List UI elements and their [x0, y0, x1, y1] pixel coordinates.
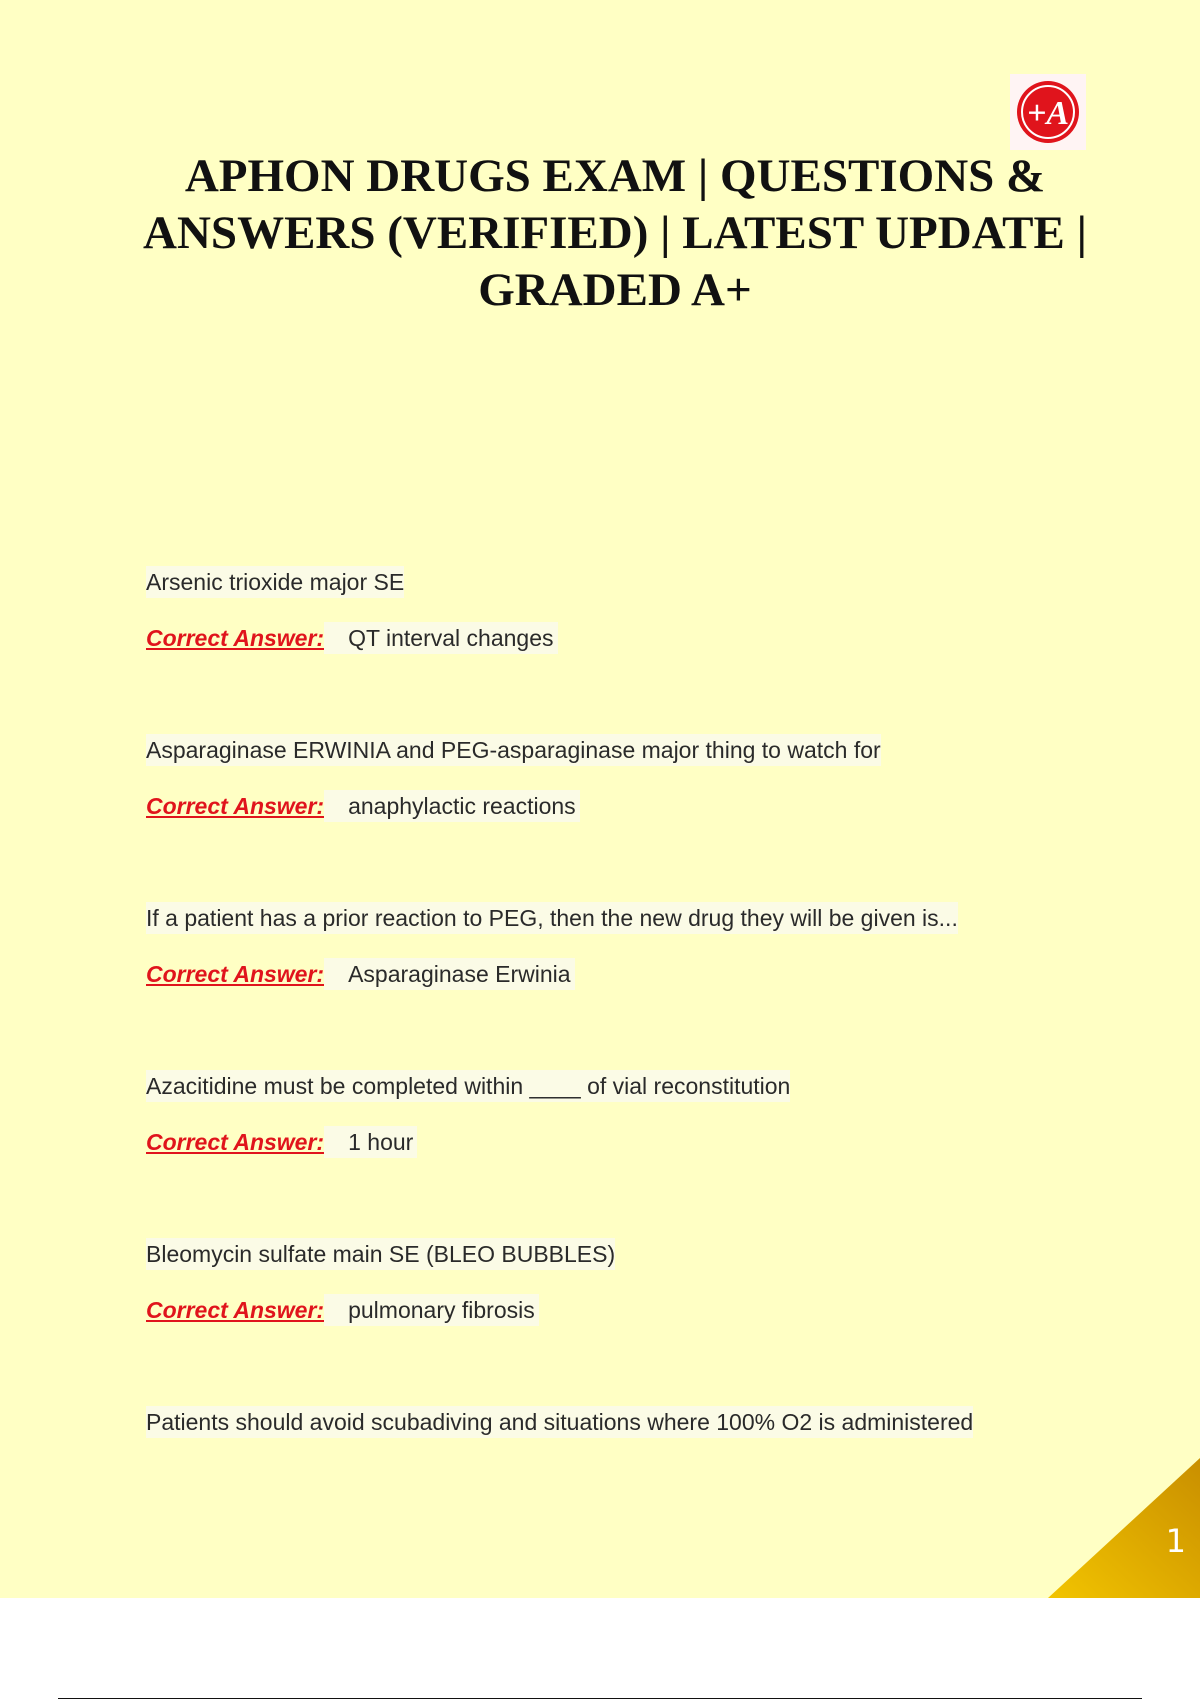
answer-label: Correct Answer:: [146, 793, 325, 819]
qa-item: [146, 1238, 1066, 1406]
qa-item: [146, 1406, 1066, 1574]
answer-label: Correct Answer:: [146, 1297, 325, 1323]
answer-text: Asparaginase Erwinia: [324, 958, 574, 990]
qa-item: [146, 566, 1066, 734]
footer-divider: [58, 1698, 1142, 1699]
qa-list: [146, 566, 1066, 1574]
answer-row: [146, 1126, 1066, 1158]
answer-text: QT interval changes: [324, 622, 557, 654]
answer-text: 1 hour: [324, 1126, 417, 1158]
answer-text: pulmonary fibrosis: [324, 1294, 539, 1326]
answer-row: [146, 958, 1066, 990]
qa-item: [146, 1070, 1066, 1238]
answer-label: Correct Answer:: [146, 961, 325, 987]
qa-item: [146, 734, 1066, 902]
page-number: 1: [1165, 1522, 1186, 1560]
answer-label: Correct Answer:: [146, 1129, 325, 1155]
document-title: APHON DRUGS EXAM | QUESTIONS & ANSWERS (VERIFIED) | LATEST UPDATE | GRADED A+: [143, 150, 1087, 316]
question-text: Patients should avoid scubadiving and situations where 100% O2 is administered: [146, 1406, 973, 1438]
question-text: Asparaginase ERWINIA and PEG-asparaginase major thing to watch for: [146, 734, 881, 766]
a-plus-logo-icon: [1010, 74, 1086, 150]
question-text: Arsenic trioxide major SE: [146, 566, 404, 598]
answer-row: [146, 622, 1066, 654]
logo-text: +A: [1026, 95, 1070, 132]
question-text: Azacitidine must be completed within ____ of vial reconstitution: [146, 1070, 790, 1102]
answer-row: [146, 1294, 1066, 1326]
answer-row: [146, 790, 1066, 822]
answer-label: Correct Answer:: [146, 625, 325, 651]
question-text: Bleomycin sulfate main SE (BLEO BUBBLES): [146, 1238, 615, 1270]
qa-item: [146, 902, 1066, 1070]
question-text: If a patient has a prior reaction to PEG, then the new drug they will be given is...: [146, 902, 958, 934]
answer-text: anaphylactic reactions: [324, 790, 580, 822]
